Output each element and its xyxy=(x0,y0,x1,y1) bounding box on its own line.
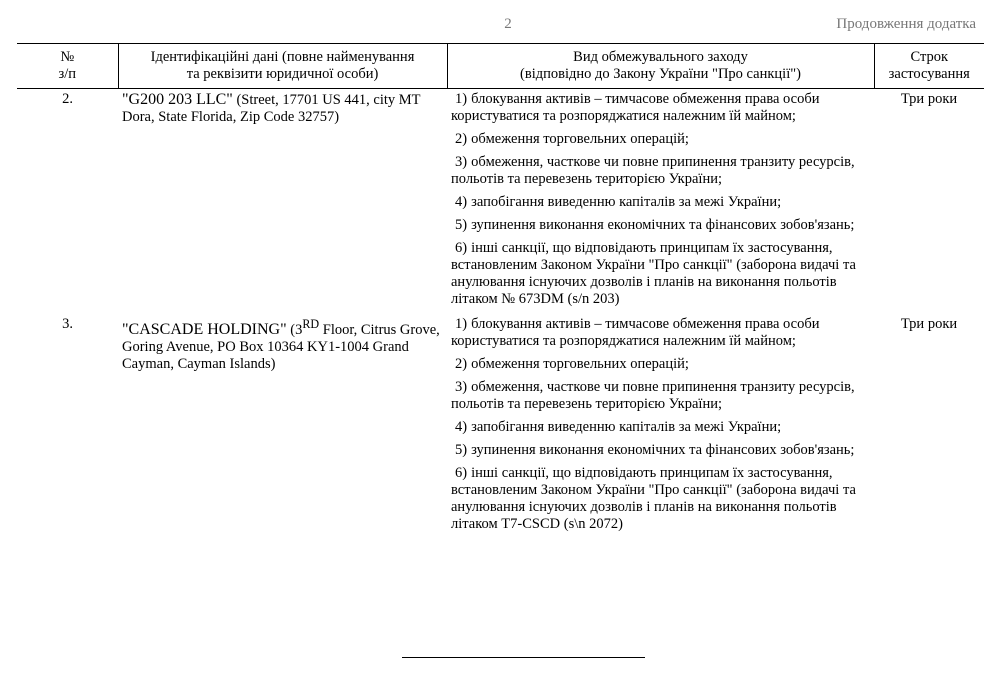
measure-text: блокування активів – тимчасове обмеження права особи користуватися та розпоряджатися належним їй майном; xyxy=(451,316,820,349)
measures-list xyxy=(447,89,874,315)
measure-number: 6) xyxy=(455,465,468,481)
company-address-start: (3 xyxy=(286,321,303,338)
header-number-line1: № xyxy=(60,49,75,65)
header-term-line2: застосування xyxy=(888,66,970,82)
table-row xyxy=(17,89,984,315)
header-term-line1: Строк xyxy=(910,49,949,65)
company-address-rest: Floor, Citrus Grove, Goring Avenue, PO Box 10364 KY1-1004 Grand Cayman, Cayman Islands) xyxy=(122,321,440,372)
header-row xyxy=(17,44,984,89)
measures-list xyxy=(447,314,874,539)
measure-number: 2) xyxy=(455,356,468,372)
measure-number: 5) xyxy=(455,217,468,233)
row-number: 3. xyxy=(62,316,73,332)
measure-number: 6) xyxy=(455,240,468,256)
company-name: "CASCADE HOLDING" xyxy=(122,320,287,338)
measure-text: обмеження, часткове чи повне припинення транзиту ресурсів, польотів та перевезень територією України; xyxy=(451,154,855,187)
measure-item xyxy=(451,91,870,125)
application-term: Три роки xyxy=(900,316,958,332)
measure-item xyxy=(451,154,870,188)
header-number xyxy=(17,44,118,89)
measure-number: 1) xyxy=(455,316,468,332)
entity-identification xyxy=(118,89,447,315)
measure-number: 2) xyxy=(455,131,468,147)
footer-rule xyxy=(402,657,645,658)
measure-text: інші санкції, що відповідають принципам їх застосування, встановленим Законом України "Про санкції" (заборона видачі та анулювання існуючих дозволів і планів на виконання польотів літаком № 673DM (s/n 203) xyxy=(451,240,856,307)
company-name: "G200 203 LLC" xyxy=(122,91,233,108)
application-term: Три роки xyxy=(900,91,958,107)
measure-item xyxy=(451,131,870,148)
sanctions-table xyxy=(17,43,984,539)
header-measure-line2: (відповідно до Закону України "Про санкції") xyxy=(520,66,801,82)
header-measure-type xyxy=(447,44,874,89)
floor-superscript: RD xyxy=(302,317,320,331)
header-identification xyxy=(118,44,447,89)
measure-item xyxy=(451,442,870,459)
measure-number: 3) xyxy=(455,154,468,170)
continuation-label: Продовження додатка xyxy=(836,16,976,32)
company-address: (Street, 17701 US 441, city MT Dora, State Florida, Zip Code 32757) xyxy=(122,92,421,125)
measure-item xyxy=(451,217,870,234)
measure-item xyxy=(451,379,870,413)
measure-number: 1) xyxy=(455,91,468,107)
measure-text: обмеження торговельних операцій; xyxy=(471,356,689,372)
header-term xyxy=(874,44,984,89)
entity-identification xyxy=(118,314,447,539)
measure-text: запобігання виведенню капіталів за межі України; xyxy=(471,194,782,210)
measure-item xyxy=(451,465,870,533)
measure-number: 5) xyxy=(455,442,468,458)
header-measure-line1: Вид обмежувального заходу xyxy=(573,49,748,65)
row-number: 2. xyxy=(62,91,73,107)
header-number-line2: з/п xyxy=(58,66,77,82)
measure-text: блокування активів – тимчасове обмеження права особи користуватися та розпоряджатися належним їй майном; xyxy=(451,91,820,124)
measure-item xyxy=(451,419,870,436)
measure-number: 3) xyxy=(455,379,468,395)
measure-text: інші санкції, що відповідають принципам їх застосування, встановленим Законом України "Про санкції" (заборона видачі та анулювання існуючих дозволів і планів на виконання польотів літаком T7-CSCD (s\n 2072) xyxy=(451,465,856,532)
measure-item xyxy=(451,240,870,308)
measure-text: обмеження торговельних операцій; xyxy=(471,131,689,147)
measure-text: зупинення виконання економічних та фінансових зобов'язань; xyxy=(471,217,855,233)
measure-item xyxy=(451,194,870,211)
table-row xyxy=(17,314,984,539)
table-header xyxy=(17,44,984,89)
measure-text: зупинення виконання економічних та фінансових зобов'язань; xyxy=(471,442,855,458)
header-identification-line1: Ідентифікаційні дані (повне найменування xyxy=(150,49,415,65)
page-number: 2 xyxy=(504,16,512,32)
measure-item xyxy=(451,316,870,350)
measure-number: 4) xyxy=(455,194,468,210)
measure-number: 4) xyxy=(455,419,468,435)
measure-text: запобігання виведенню капіталів за межі України; xyxy=(471,419,782,435)
measure-item xyxy=(451,356,870,373)
measure-text: обмеження, часткове чи повне припинення транзиту ресурсів, польотів та перевезень територією України; xyxy=(451,379,855,412)
header-identification-line2: та реквізити юридичної особи) xyxy=(186,66,379,82)
